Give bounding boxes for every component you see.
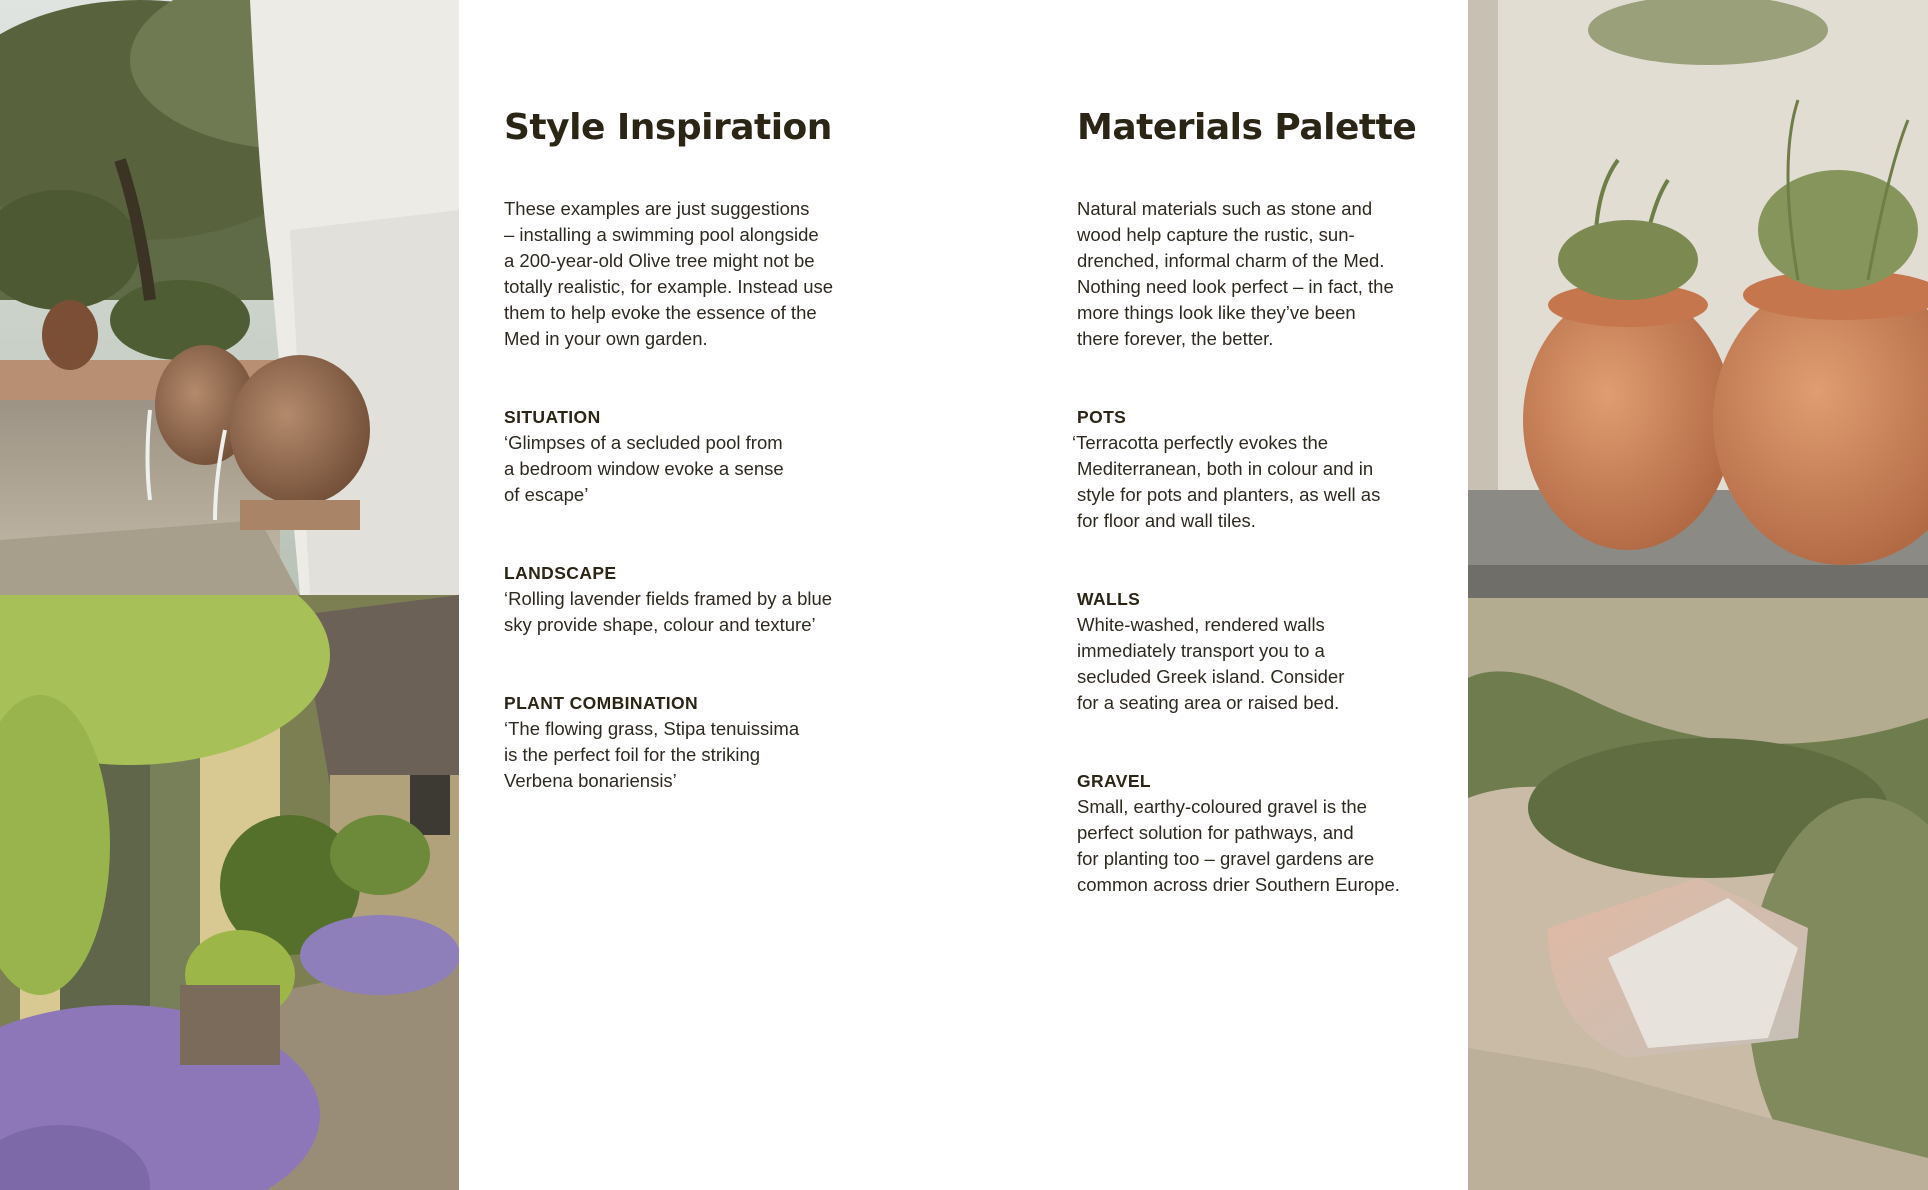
- situation-line: ‘Glimpses of a secluded pool from: [504, 432, 783, 453]
- pots-line: style for pots and planters, as well as: [1077, 484, 1381, 505]
- gravel-line: common across drier Southern Europe.: [1077, 874, 1400, 895]
- gravel-line: Small, earthy-coloured gravel is the: [1077, 796, 1367, 817]
- situation-section: [504, 404, 784, 508]
- gravel-heading: GRAVEL: [1077, 771, 1152, 791]
- walls-line: immediately transport you to a: [1077, 640, 1325, 661]
- materials-intro-line: Natural materials such as stone and: [1077, 198, 1373, 219]
- situation-line: of escape’: [504, 484, 589, 505]
- landscape-line: sky provide shape, colour and texture’: [504, 614, 816, 635]
- situation-heading: SITUATION: [504, 407, 601, 427]
- materials-palette-title: Materials Palette: [1077, 107, 1417, 148]
- materials-intro: [1077, 196, 1394, 352]
- style-intro-line: These examples are just suggestions: [504, 198, 810, 219]
- plant-combination-line: ‘The flowing grass, Stipa tenuissima: [504, 718, 800, 739]
- landscape-line: ‘Rolling lavender fields framed by a blue: [504, 588, 833, 609]
- walls-line: secluded Greek island. Consider: [1077, 666, 1345, 687]
- materials-intro-line: drenched, informal charm of the Med.: [1077, 250, 1385, 271]
- terracotta-pots-photo: [1468, 0, 1928, 598]
- pots-section: [1072, 404, 1381, 534]
- situation-line: a bedroom window evoke a sense: [504, 458, 784, 479]
- style-intro-line: totally realistic, for example. Instead use: [504, 276, 834, 297]
- pool-photo: [0, 0, 459, 595]
- plant-combination-section: [504, 690, 799, 794]
- style-intro-line: a 200-year-old Olive tree might not be: [504, 250, 815, 271]
- walls-line: for a seating area or raised bed.: [1077, 692, 1340, 713]
- pots-line: ‘Terracotta perfectly evokes the: [1072, 432, 1329, 453]
- gravel-line: for planting too – gravel gardens are: [1077, 848, 1375, 869]
- landscape-section: [504, 560, 832, 638]
- materials-intro-line: there forever, the better.: [1077, 328, 1274, 349]
- materials-intro-line: wood help capture the rustic, sun-: [1077, 224, 1355, 245]
- walls-section: [1077, 586, 1344, 716]
- garden-photo: [0, 595, 459, 1190]
- gravel-garden-photo: [1468, 598, 1928, 1190]
- style-intro-line: – installing a swimming pool alongside: [504, 224, 819, 245]
- walls-line: White-washed, rendered walls: [1077, 614, 1325, 635]
- gravel-section: [1077, 768, 1400, 898]
- style-intro-line: Med in your own garden.: [504, 328, 708, 349]
- plant-combination-line: Verbena bonariensis’: [504, 770, 677, 791]
- pots-line: Mediterranean, both in colour and in: [1077, 458, 1374, 479]
- materials-intro-line: Nothing need look perfect – in fact, the: [1077, 276, 1394, 297]
- style-intro-line: them to help evoke the essence of the: [504, 302, 817, 323]
- pots-line: for floor and wall tiles.: [1077, 510, 1256, 531]
- plant-combination-heading: PLANT COMBINATION: [504, 693, 699, 713]
- style-inspiration-title: Style Inspiration: [504, 107, 832, 148]
- gravel-line: perfect solution for pathways, and: [1077, 822, 1354, 843]
- materials-intro-line: more things look like they’ve been: [1077, 302, 1356, 323]
- landscape-heading: LANDSCAPE: [504, 563, 617, 583]
- pots-heading: POTS: [1077, 407, 1127, 427]
- plant-combination-line: is the perfect foil for the striking: [504, 744, 761, 765]
- style-intro: [504, 196, 833, 352]
- walls-heading: WALLS: [1077, 589, 1141, 609]
